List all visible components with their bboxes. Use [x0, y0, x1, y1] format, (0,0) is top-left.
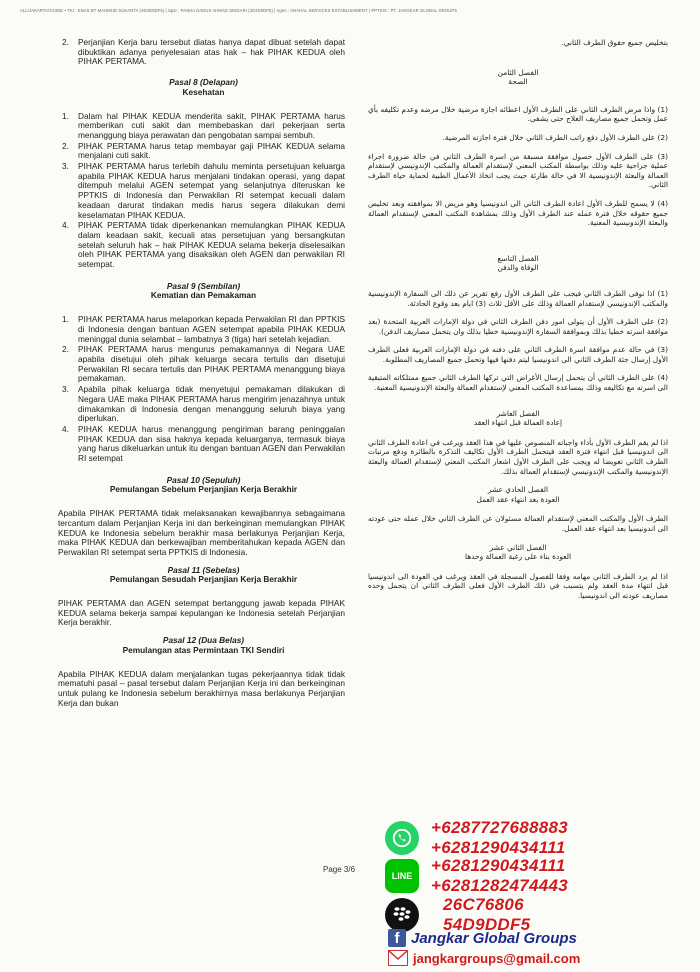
phone-number[interactable]: +6281282474443 [431, 876, 569, 895]
email-row [388, 950, 580, 966]
item-number: 1. [62, 110, 69, 121]
line-icon[interactable] [385, 859, 419, 893]
blackberry-icon[interactable] [385, 898, 419, 932]
right-column [368, 38, 668, 610]
arabic-item: (3) في حالة عدم موافقة اسرة الطرف الثاني على دفنه في دولة الإمارات العربية فعلى الطرف الأول إرسال جثة الطرف الثاني الى اندونيسيا ليتم دفنها فيها وتحمل جميع المصاريف المطلوبة. [368, 345, 668, 364]
pasal-12-text: Apabila PIHAK KEDUA dalam menjalankan tugas pekerjaannya tidak tidak mematuhi pasal – pasal tersebut dalam Perjanjian Kerja ini dan berkeinginan untuk pulang ke Indonesia sebelum berakhirnya masa berlakunya Perjanjian Kerja dan bukan [58, 668, 345, 708]
pasal-9-subtitle: Kematian dan Pemakaman [150, 290, 257, 301]
phone-number[interactable]: +6281290434111 [431, 856, 566, 875]
whatsapp-row [385, 818, 568, 858]
bbm-pin[interactable]: 26C76806 [443, 895, 524, 914]
arabic-item: (2) على الطرف الأول دفع راتب الطرف الثاني خلال فترة اجازته المرضية. [442, 132, 668, 142]
chapter-9-title: الفصل التاسع [497, 253, 539, 263]
line-row [385, 856, 568, 896]
chapter-8-title: الفصل الثامن [497, 67, 539, 77]
list-item [62, 315, 345, 344]
chapter-10-text: اذا لم يقم الطرف الأول بأداء واجباته المنصوص عليها في هذا العقد ويرغب في اعادة الطرف الثاني الى اندونيسيا قبل انتهاء فترة العقد فيتحمل الطرف الأول تكاليف التذكرة بالطائرة ودفع مرتبات الطرف الثاني تعويضا له ويجب على الطرف الأول اشعار المكتب المعني لإستقدام العمالة والبعثة الإندونيسية والمكتب الإندونيسي لإستقدام العمالة بذلك. [368, 437, 668, 476]
item-text: PIHAK PERTAMA tidak diperkenankan memulangkan PIHAK KEDUA dalam keadaan sakit, kecuali atas persetujuan yang bersangkutan setelah seluruh hak – hak PIHAK KEDUA selama bekerja diselesaikan oleh PIHAK PERTAMA yang disaksikan oleh AGEN dan perwakilan RI setempat. [78, 220, 345, 270]
item-text: PIHAK PERTAMA harus tetap membayar gaji PIHAK KEDUA selama menjalani cuti sakit. [78, 140, 345, 161]
list-item [62, 385, 345, 424]
page-number: Page 3/6 [323, 865, 356, 874]
item-number: 4. [62, 423, 69, 434]
arabic-item: (1) واذا مرض الطرف الثاني على الطرف الأول اعطائه اجازة مرضية خلال مرضه وعدم تكليفه بأي عمل وتحمل جميع مصاريف العلاج حتى يشفى. [368, 104, 668, 124]
phone-number[interactable]: +6281290434111 [431, 838, 566, 857]
arabic-item: (4) على الطرف الثاني أن يتحمل إرسال الأغراض التي تركها الطرف الثاني جميع ممتلكاته المتبقية الى اسرته مع تكاليفه وذلك بمساعدة المكتب المعني لإستقدام العمالة والبعثة الإندونيسية المعنية. [368, 373, 668, 393]
pasal-12-subtitle: Pemulangan atas Permintaan TKI Sendiri [122, 644, 285, 655]
item-number: 2. [62, 140, 69, 151]
phone-number[interactable]: +6287727688883 [431, 818, 569, 837]
chapter-10-subtitle: إعادة العمالة قبل انتهاء العقد [473, 418, 563, 428]
facebook-letter: f [394, 930, 400, 947]
pasal-10-text: Apabila PIHAK PERTAMA tidak melaksanakan kewajibannya sebagaimana tercantum dalam Perjanjian Kerja ini dan berkeinginan memulangkan PIHAK KEDUA ke Indonesia sebelum berakhir masa berlakunya Perjanjian Kerja, maka PIHAK KEDUA dan berkewajiban memberitahukan kepada AGEN dan Perwakilan RI setempat serta PPTKIS di Indonesia. [58, 508, 345, 557]
pasal-10-subtitle: Pemulangan Sebelum Perjanjian Kerja Berakhir [109, 484, 298, 495]
pasal-11-subtitle: Pemulangan Sesudah Perjanjian Kerja Berakhir [109, 574, 298, 585]
pasal-10-title: Pasal 10 (Sepuluh) [166, 474, 241, 485]
list-item [62, 38, 345, 67]
email-address[interactable]: jangkargroups@gmail.com [413, 950, 581, 966]
facebook-icon[interactable] [388, 929, 406, 947]
pasal-8-subtitle: Kesehatan [182, 86, 225, 97]
pasal-8-title: Pasal 8 (Delapan) [169, 77, 238, 88]
item-number: 4. [62, 220, 69, 231]
item-number: 2. [62, 37, 69, 47]
item-number: 3. [62, 161, 69, 172]
arabic-item: (1) اذا توفى الطرف الثاني فيجب على الطرف الأول رفع تقرير عن ذلك الى السفارة الإندونيسية والمكتب الإندونيسي لإستقدام العمالة وذلك على الأقل ثلاث (3) ايام بعد وقوع الحادثة. [368, 288, 668, 308]
whatsapp-icon[interactable] [385, 821, 419, 855]
arabic-item: (4) لا يسمح للطرف الأول اعادة الطرف الثاني الى اندونيسيا وهو مريض الا بموافقته وبعد تخليص جميع حقوقه خلال فترة عمله عند الطرف الأول وذلك بمشاهدة المكتب المعني لإستقدام العمالة والبعثة الإندونيسية المعنية. [368, 198, 668, 228]
chapter-9-subtitle: الوفاة والدفن [497, 263, 539, 273]
list-item [62, 162, 345, 220]
list-item [62, 221, 345, 270]
mail-icon [388, 950, 408, 966]
pasal-12-title: Pasal 12 (Dua Belas) [162, 635, 245, 646]
list-item [62, 142, 345, 161]
chapter-10-title: الفصل العاشر [496, 408, 540, 418]
chapter-11-text: الطرف الأول والمكتب المعني لإستقدام العمالة مسئولان عن الطرف الثاني خلال عمله حتى عودته الى اندونيسيا بعد انتهاء عقد العمل. [368, 514, 668, 533]
line-label: LINE [391, 871, 413, 881]
document-header: ALL/JAKARTA/GUIDE • TKI : ENAS BT MAHMUD SUKANTA (4D4D0DF5) | Spsr : PASHA DADUS AHMAD SINDARI (4D4D0DF5) | Agen : ANAHAL SERVICES ESTABLISHMENT | PPTKIS : PT. JANGKAR GLOBAL GROUPS [20, 8, 458, 13]
item-text: Apabila pihak keluarga tidak menyetujui pemakaman dilakukan di Negara UAE maka PIHAK PERTAMA harus mengirim jenazahnya untuk dimakamkan di Indonesia dengan menanggung seluruh biaya yang diperlukan. [78, 384, 345, 424]
facebook-row [388, 929, 577, 947]
arabic-top-line: بتخليص جميع حقوق الطرف الثاني. [561, 38, 668, 47]
chapter-12-title: الفصل الثاني عشر [489, 542, 547, 552]
item-number: 1. [62, 314, 69, 325]
arabic-item: (3) على الطرف الأول حصول موافقة مسبقة من اسرة الطرف الثاني في حالة ضرورة اجراء عملية جراحية عليه وذلك بواسطة المكتب المعني لإستقدام العمالة والمكتب الإندونيسي لإستقدام العمالة والبعثة الإندونيسية الا في حالة طارئة حيث يجب اتخاذ الأعمال الطبية لحماية حياة الطرف الثاني. [368, 151, 668, 190]
item-text: PIHAK KEDUA harus menanggung pengiriman barang peninggalan PIHAK KEDUA dan sisa haknya kepada keluarganya, termasuk biaya yang harus dikeluarkan untuk itu dengan bantuan AGEN dan Perwakilan RI setempat [78, 423, 345, 464]
item-number: 2. [62, 344, 69, 355]
item-text: PIHAK PERTAMA harus melaporkan kepada Perwakilan RI dan PPTKIS di Indonesia dengan bantuan AGEN setempat apabila PIHAK KEDUA meninggal dunia selambat – lambatnya 3 (tiga) hari setelah kejadian. [78, 314, 345, 344]
item-number: 3. [62, 384, 69, 395]
chapter-8-subtitle: الصحة [508, 77, 528, 87]
list-item [62, 345, 345, 384]
list-item [62, 425, 345, 464]
item-text: PIHAK PERTAMA harus terlebih dahulu meminta persetujuan keluarga apabila PIHAK KEDUA harus menjalani tindakan operasi, yang dapat ditempuh melalui AGEN setempat yang selanjutnya diteruskan ke PPTKIS di Indonesia dan Perwakilan RI setempat kecuali dalam keadaan darurat tindakan medis harus segera dilakukan demi keselamatan PIHAK KEDUA. [78, 161, 345, 220]
item-text: Dalam hal PIHAK KEDUA menderita sakit, PIHAK PERTAMA harus memberikan cuti sakit dan membebaskan dari pekerjaan serta menanggung biaya perawatan dan pengobatan sampai sembuh. [78, 110, 345, 140]
left-column [58, 37, 345, 712]
chapter-12-subtitle: العودة بناء على رغبة العمالة وحدها [464, 552, 572, 562]
chapter-12-text: اذا لم يرد الطرف الثاني مهامه وفقا للفصول المسجلة في العقد ويرغب في العودة الى اندونيسيا قبل انتهاء مدة العقد ولم يتسبب في ذلك الطرف الأول فعلى الطرف الثاني ان يتحمل وحده مصاريف عودته الى اندونيسيا. [368, 571, 668, 600]
chapter-11-title: الفصل الحادي عشر [487, 485, 549, 495]
list-item [62, 112, 345, 141]
pasal-9-title: Pasal 9 (Sembilan) [166, 280, 241, 291]
arabic-item: (2) على الطرف الأول أن يتولى امور دفن الطرف الثاني في دولة الإمارات العربية المتحدة (بعد موافقة اسرته خطيا بذلك وبموافقة السفارة الإندونيسية خطيا بذلك وان يتحمل مصاريف الدفن). [368, 317, 668, 336]
facebook-page[interactable]: Jangkar Global Groups [411, 929, 577, 947]
chapter-11-subtitle: العودة بعد انتهاء عقد العمل [476, 494, 560, 504]
item-text: PIHAK PERTAMA harus mengurus pemakamannya di Negara UAE apabila disetujui oleh pihak keluarga secara tertulis dan disetujui Perwakilan RI secara tertulis dan PIHAK PERTAMA menanggung biaya pemakaman. [78, 344, 345, 384]
pasal-11-text: PIHAK PERTAMA dan AGEN setempat bertanggung jawab kepada PIHAK KEDUA selama bekerja sampai kepulangan ke Indonesia setelah Perjanjian Kerja berakhir. [58, 598, 345, 628]
pasal-11-title: Pasal 11 (Sebelas) [167, 564, 240, 575]
bbm-pin[interactable]: 54D9DDF5 [443, 915, 531, 934]
item-text: Perjanjian Kerja baru tersebut diatas hanya dapat dibuat setelah dapat dibuktikan adanya penyelesaian atas hak – hak PIHAK KEDUA oleh PIHAK PERTAMA. [78, 37, 345, 67]
